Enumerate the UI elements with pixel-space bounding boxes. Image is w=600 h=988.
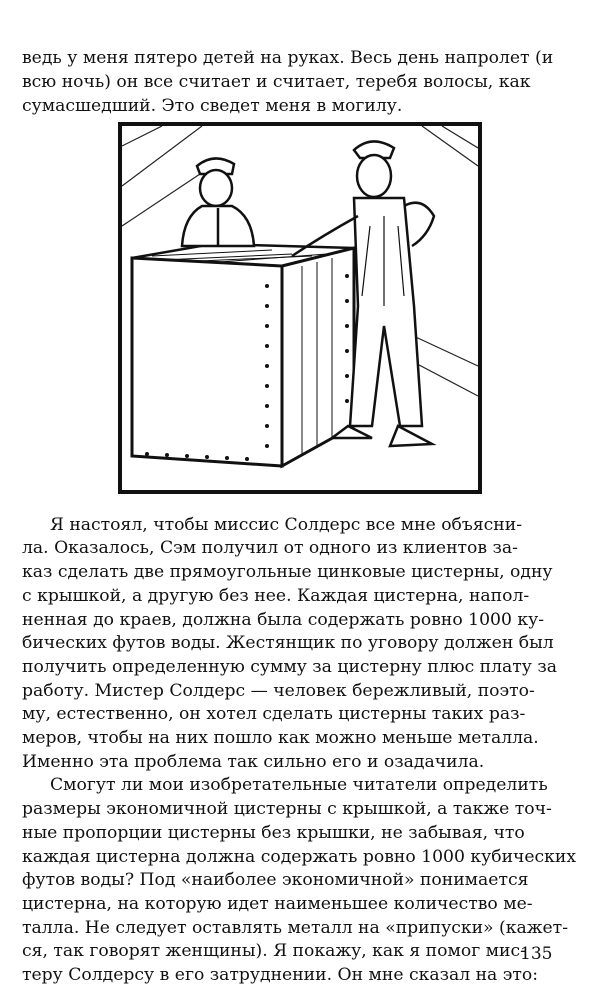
text-line: теру Солдерсу в его затруднении. Он мне сказал на это:: [22, 965, 539, 985]
text-line: му, естественно, он хотел сделать цистерны таких раз-: [22, 704, 526, 725]
text-line: ся, так говорят женщины). Я покажу, как я помог мис-: [22, 941, 526, 962]
text-line: ведь у меня пятеро детей на руках. Весь день напролет (и: [22, 48, 554, 68]
text-line: размеры экономичной цистерны с крышкой, а также точ-: [22, 799, 552, 820]
text-line: с крышкой, а другую без нее. Каждая цистерна, напол-: [22, 585, 530, 606]
text-line: Именно эта проблема так сильно его и озадачила.: [22, 751, 485, 772]
text-line: ные пропорции цистерны без крышки, не забывая, что: [22, 822, 525, 843]
text-line: Я настоял, чтобы миссис Солдерс все мне объясни-: [50, 514, 523, 535]
text-line: цистерна, на которую идет наименьшее количество ме-: [22, 893, 533, 914]
tank-workers-illustration: [118, 122, 482, 494]
text-line: талла. Не следует оставлять металл на «припуски» (кажет-: [22, 917, 568, 938]
text-line: всю ночь) он все считает и считает, теребя волосы, как: [22, 72, 531, 92]
text-line: каждая цистерна должна содержать ровно 1000 кубических: [22, 846, 577, 867]
text-line: работу. Мистер Солдерс — человек бережливый, поэто-: [22, 680, 535, 701]
text-line: футов воды? Под «наиболее экономичной» понимается: [22, 870, 529, 891]
illustration-drawing: [122, 126, 478, 490]
text-line: бических футов воды. Жестянщик по уговору должен был: [22, 633, 554, 654]
text-line: Смогут ли мои изобретательные читатели определить: [50, 775, 548, 796]
text-line: ла. Оказалось, Сэм получил от одного из клиентов за-: [22, 538, 518, 559]
text-line: сумасшедший. Это сведет меня в могилу.: [22, 96, 403, 116]
text-line: меров, чтобы на них пошло как можно меньше металла.: [22, 728, 539, 748]
text-line: ненная до краев, должна была содержать ровно 1000 ку-: [22, 609, 545, 630]
text-line: каз сделать две прямоугольные цинковые цистерны, одну: [22, 562, 553, 583]
text-line: получить определенную сумму за цистерну плюс плату за: [22, 656, 557, 677]
page-number: 135: [520, 944, 553, 964]
